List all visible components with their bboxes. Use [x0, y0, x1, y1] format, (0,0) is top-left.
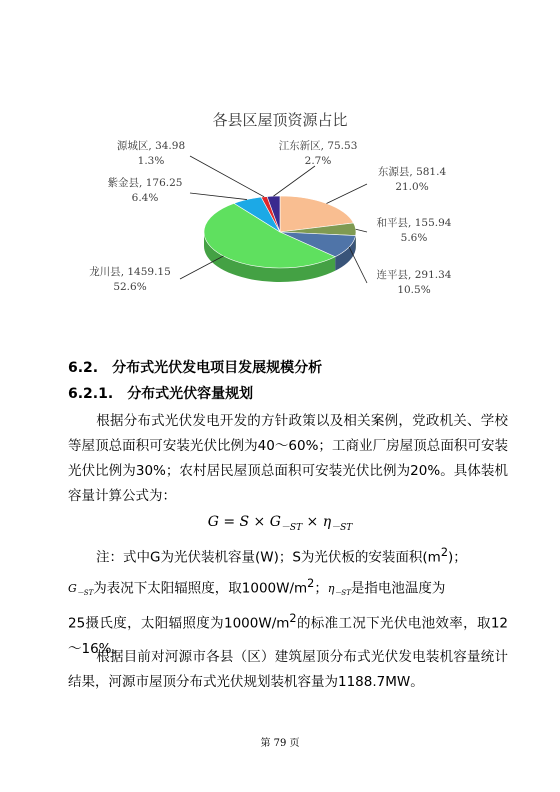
paragraph-policy: 根据分布式光伏发电开发的方针政策以及相关案例，党政机关、学校等屋顶总面积可安装光伏比例为40～60%；工商业厂房屋顶总面积可安装光伏比例为30%；农村居民屋顶总面积可安装光伏比例为20%。具体装机容量计算公式为： — [68, 413, 508, 504]
paragraph-note: 注：式中G为光伏装机容量(W)；S为光伏板的安装面积$(m^2)$； $G_{-ST}$为表况下太阳辐照度，取$1000W/m^2$；$\eta_{-ST}$是指电池温度为 25摄氏度，太阳辐照度为$1000W/m^2$的标准工况下光伏电池效率，取12～16%。 — [68, 546, 508, 657]
slice-label-东源县: 东源县, 581.4 21.0% — [377, 166, 447, 193]
section-heading-6-2-1: 6.2.1. 分布式光伏容量规划 — [68, 386, 254, 402]
slice-label-龙川县: 龙川县, 1459.15 52.6% — [89, 266, 171, 293]
paragraph-result: 根据目前对河源市各县（区）建筑屋顶分布式光伏发电装机容量统计结果，河源市屋顶分布式光伏规划装机容量为1188.7MW。 — [68, 649, 508, 690]
chart-title: 各县区屋顶资源占比 — [212, 111, 348, 129]
leader-line-紫金县 — [190, 193, 247, 200]
leader-line-源城区 — [190, 156, 264, 197]
slice-label-源城区: 源城区, 34.98 1.3% — [116, 140, 186, 167]
leader-line-和平县 — [356, 229, 367, 232]
page-number: 第 79 页 — [260, 738, 300, 749]
leader-line-东源县 — [326, 184, 367, 204]
slice-label-连平县: 连平县, 291.34 10.5% — [376, 269, 452, 296]
pie-chart — [0, 0, 560, 330]
section-heading-6-2: 6.2. 分布式光伏发电项目发展规模分析 — [68, 360, 323, 376]
leader-line-江东新区 — [274, 166, 315, 196]
slice-label-江东新区: 江东新区, 75.53 2.7% — [278, 140, 358, 167]
capacity-formula: $G = S \times G_{-ST} \times \eta_{-ST}$ — [207, 514, 353, 533]
leader-line-龙川县 — [180, 256, 223, 279]
slice-label-紫金县: 紫金县, 176.25 6.4% — [107, 177, 183, 204]
efficiency-symbol: $\eta_{-ST}$ — [327, 582, 351, 598]
leader-line-连平县 — [349, 247, 367, 283]
irradiance-symbol: $G_{-ST}$ — [68, 582, 94, 598]
slice-label-和平县: 和平县, 155.94 5.6% — [376, 217, 452, 244]
